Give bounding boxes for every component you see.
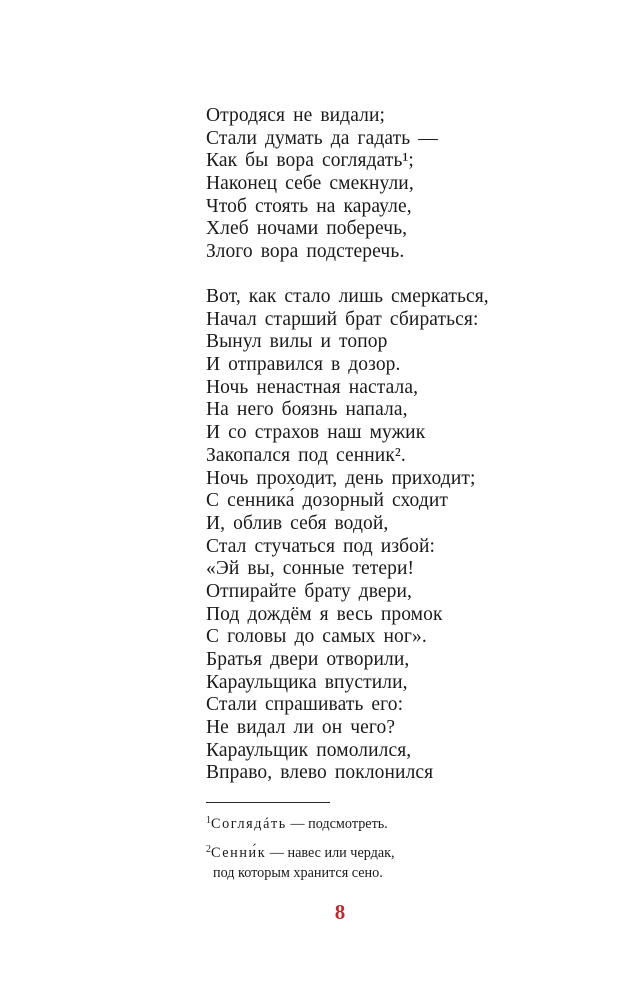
- poem-line: Как бы вора соглядать¹;: [206, 150, 414, 172]
- poem-line: Вот, как стало лишь смеркаться,: [206, 286, 489, 307]
- poem-line: Караульщик помолился,: [206, 739, 412, 761]
- stanza-2: [206, 286, 606, 785]
- poem-line: Под дождём я весь промок: [206, 603, 443, 625]
- poem-line: И отправился в дозор.: [206, 354, 401, 376]
- poem-line: Начал старший брат сбираться:: [206, 308, 479, 330]
- footnote-text: — навес или чердак,: [266, 845, 395, 861]
- poem-line: Отродяся не видали;: [206, 105, 386, 126]
- footnote-mark: 1: [206, 815, 211, 826]
- footnote-mark: 2: [206, 844, 211, 855]
- poem-line: Наконец себе смекнули,: [206, 173, 414, 195]
- poem-line: Хлеб ночами поберечь,: [206, 218, 408, 240]
- poem-line: Стали думать да гадать —: [206, 127, 438, 149]
- footnote-term: Сенни́к: [211, 845, 267, 861]
- poem-line: С сенника́ дозорный сходит: [206, 490, 449, 512]
- page-number: 8: [334, 900, 346, 924]
- poem-line: С головы до самых ног».: [206, 626, 427, 648]
- footnote-divider: [206, 802, 330, 803]
- poem-line: «Эй вы, сонные тетери!: [206, 558, 415, 580]
- stanza-1: [206, 105, 606, 264]
- poem-line: Вправо, влево поклонился: [206, 762, 434, 784]
- poem-line: Ночь ненастная настала,: [206, 376, 419, 398]
- poem-line: Вынул вилы и топор: [206, 331, 388, 353]
- poem-line: Чтоб стоять на карауле,: [206, 195, 412, 217]
- poem-line: И, облив себя водой,: [206, 512, 389, 534]
- poem-line: На него боязнь напала,: [206, 399, 408, 421]
- poem-line: Стал стучаться под избой:: [206, 535, 436, 557]
- footnote-term: Соглядáть: [211, 816, 287, 832]
- footnotes: [206, 811, 626, 883]
- footnote-2: [206, 840, 626, 863]
- poem-line: Братья двери отворили,: [206, 649, 410, 670]
- footnote-1: [206, 811, 626, 834]
- poem-line: Ночь проходит, день приходит;: [206, 467, 476, 489]
- poem-line: Отпирайте брату двери,: [206, 580, 413, 602]
- footnote-text: — подсмотреть.: [286, 816, 388, 832]
- poem-line: Стали спрашивать его:: [206, 694, 404, 716]
- poem-line: Не видал ли он чего?: [206, 717, 396, 739]
- poem-line: Закопался под сенник².: [206, 444, 406, 466]
- poem-line: И со страхов наш мужик: [206, 422, 426, 444]
- poem-line: Караульщика впустили,: [206, 671, 408, 693]
- poem-line: Злого вора подстеречь.: [206, 241, 405, 263]
- footnote-2-continuation: под которым хранится сено.: [213, 865, 383, 881]
